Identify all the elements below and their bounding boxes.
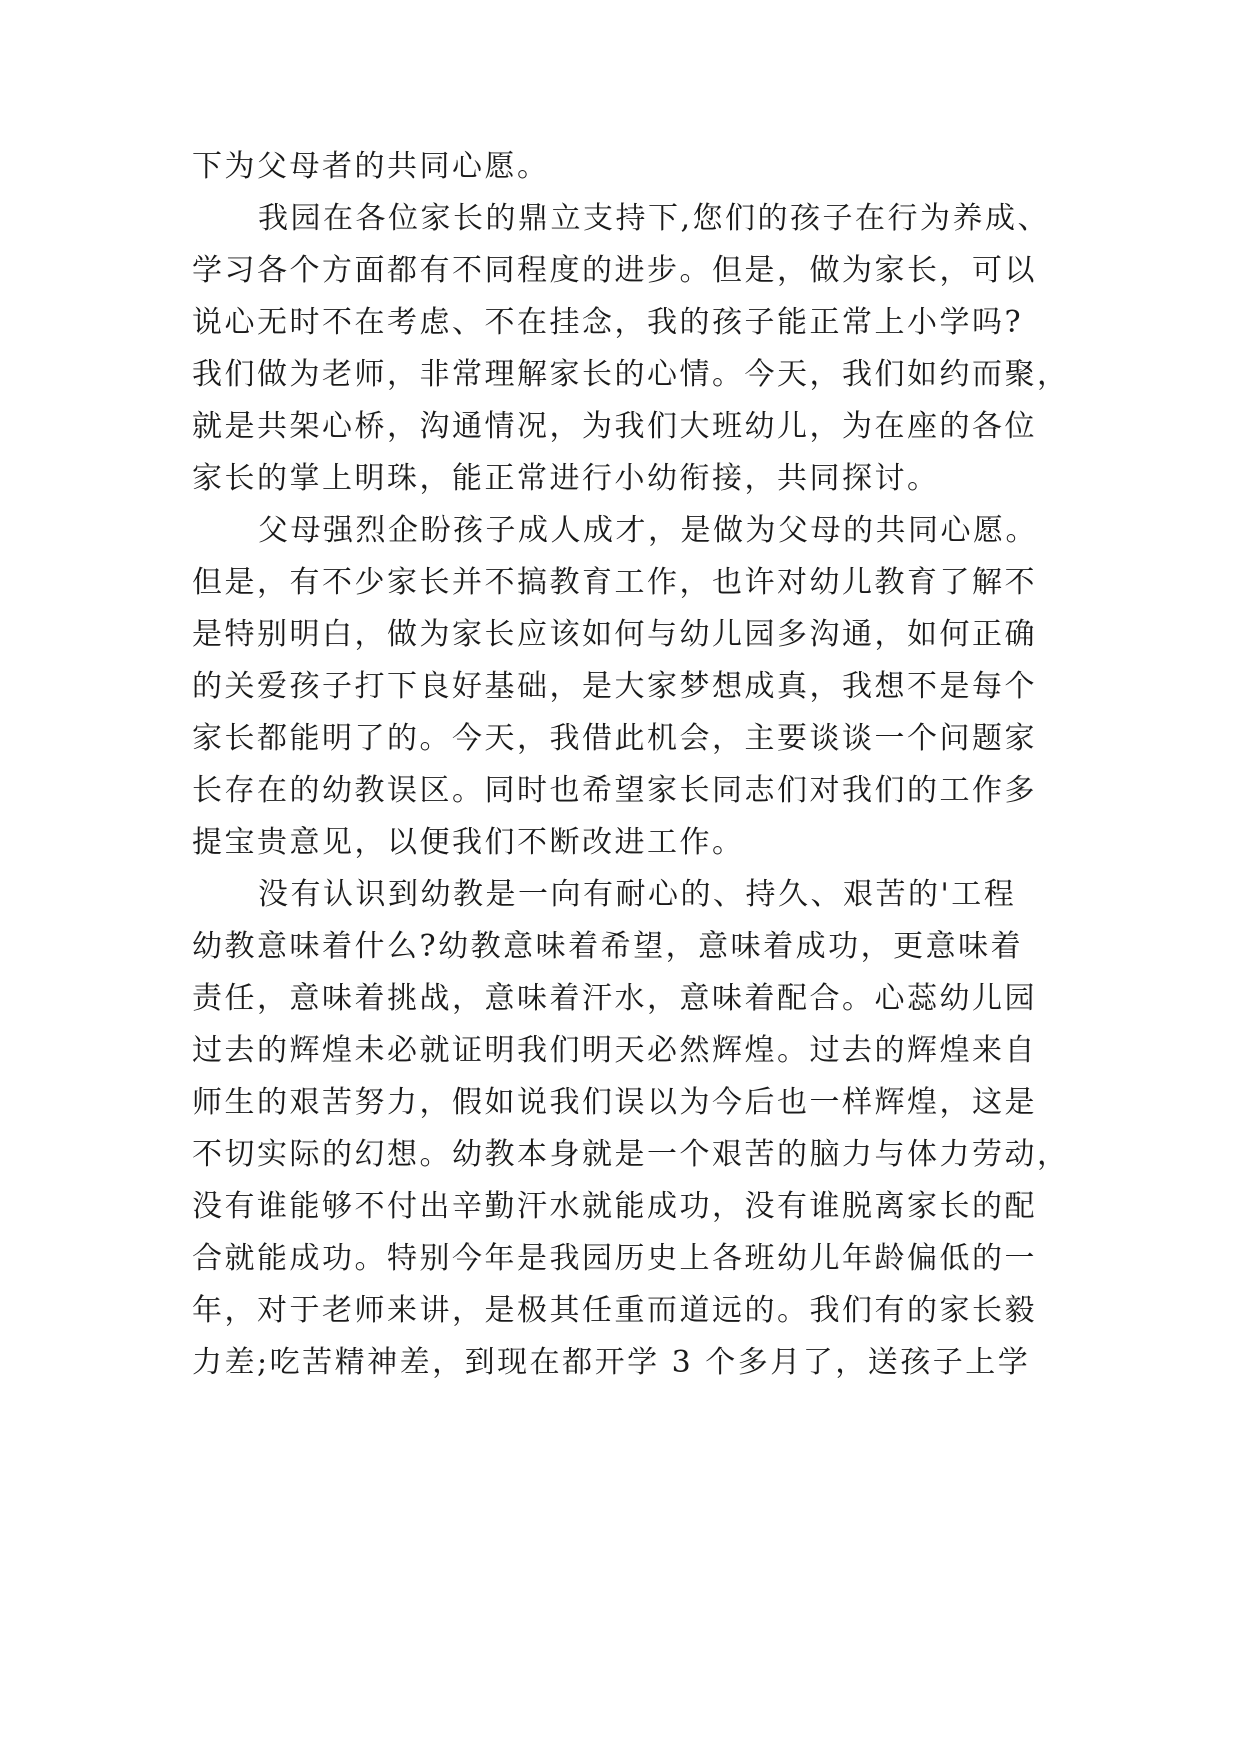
text-line-4: 说心无时不在考虑、不在挂念，我的孩子能正常上小学吗?	[192, 305, 1024, 340]
text-line-10: 是特别明白，做为家长应该如何与幼儿园多沟通，如何正确	[192, 617, 1037, 652]
text-line-12: 家长都能明了的。今天，我借此机会，主要谈谈一个问题家	[192, 721, 1037, 756]
text-line-19: 师生的艰苦努力，假如说我们误以为今后也一样辉煌，这是	[192, 1085, 1037, 1120]
text-line-22: 合就能成功。特别今年是我园历史上各班幼儿年龄偏低的一	[192, 1241, 1037, 1276]
text-line-8: 父母强烈企盼孩子成人成才，是做为父母的共同心愿。	[258, 513, 1038, 548]
text-line-17: 责任，意味着挑战，意味着汗水，意味着配合。心蕊幼儿园	[192, 981, 1037, 1016]
text-line-14: 提宝贵意见，以便我们不断改进工作。	[192, 825, 745, 860]
text-line-23: 年，对于老师来讲，是极其任重而道远的。我们有的家长毅	[192, 1293, 1037, 1328]
text-line-5: 我们做为老师，非常理解家长的心情。今天，我们如约而聚，	[192, 357, 1070, 392]
text-line-6: 就是共架心桥，沟通情况，为我们大班幼儿，为在座的各位	[192, 409, 1037, 444]
text-line-9: 但是，有不少家长并不搞教育工作，也许对幼儿教育了解不	[192, 565, 1037, 600]
text-line-7: 家长的掌上明珠，能正常进行小幼衔接，共同探讨。	[192, 461, 940, 496]
text-line-2: 我园在各位家长的鼎立支持下,您们的孩子在行为养成、	[258, 201, 1051, 236]
text-line-24: 力差;吃苦精神差，到现在都开学 3 个多月了，送孩子上学	[192, 1345, 1031, 1380]
text-line-20: 不切实际的幻想。幼教本身就是一个艰苦的脑力与体力劳动，	[192, 1137, 1070, 1172]
text-line-11: 的关爱孩子打下良好基础，是大家梦想成真，我想不是每个	[192, 669, 1037, 704]
text-line-18: 过去的辉煌未必就证明我们明天必然辉煌。过去的辉煌来自	[192, 1033, 1037, 1068]
text-line-15: 没有认识到幼教是一向有耐心的、持久、艰苦的'工程	[258, 877, 1017, 912]
text-line-3: 学习各个方面都有不同程度的进步。但是，做为家长，可以	[192, 253, 1037, 288]
text-line-16: 幼教意味着什么?幼教意味着希望，意味着成功，更意味着	[192, 929, 1024, 964]
text-line-21: 没有谁能够不付出辛勤汗水就能成功，没有谁脱离家长的配	[192, 1189, 1037, 1224]
text-line-1: 下为父母者的共同心愿。	[192, 149, 550, 184]
text-line-13: 长存在的幼教误区。同时也希望家长同志们对我们的工作多	[192, 773, 1037, 808]
